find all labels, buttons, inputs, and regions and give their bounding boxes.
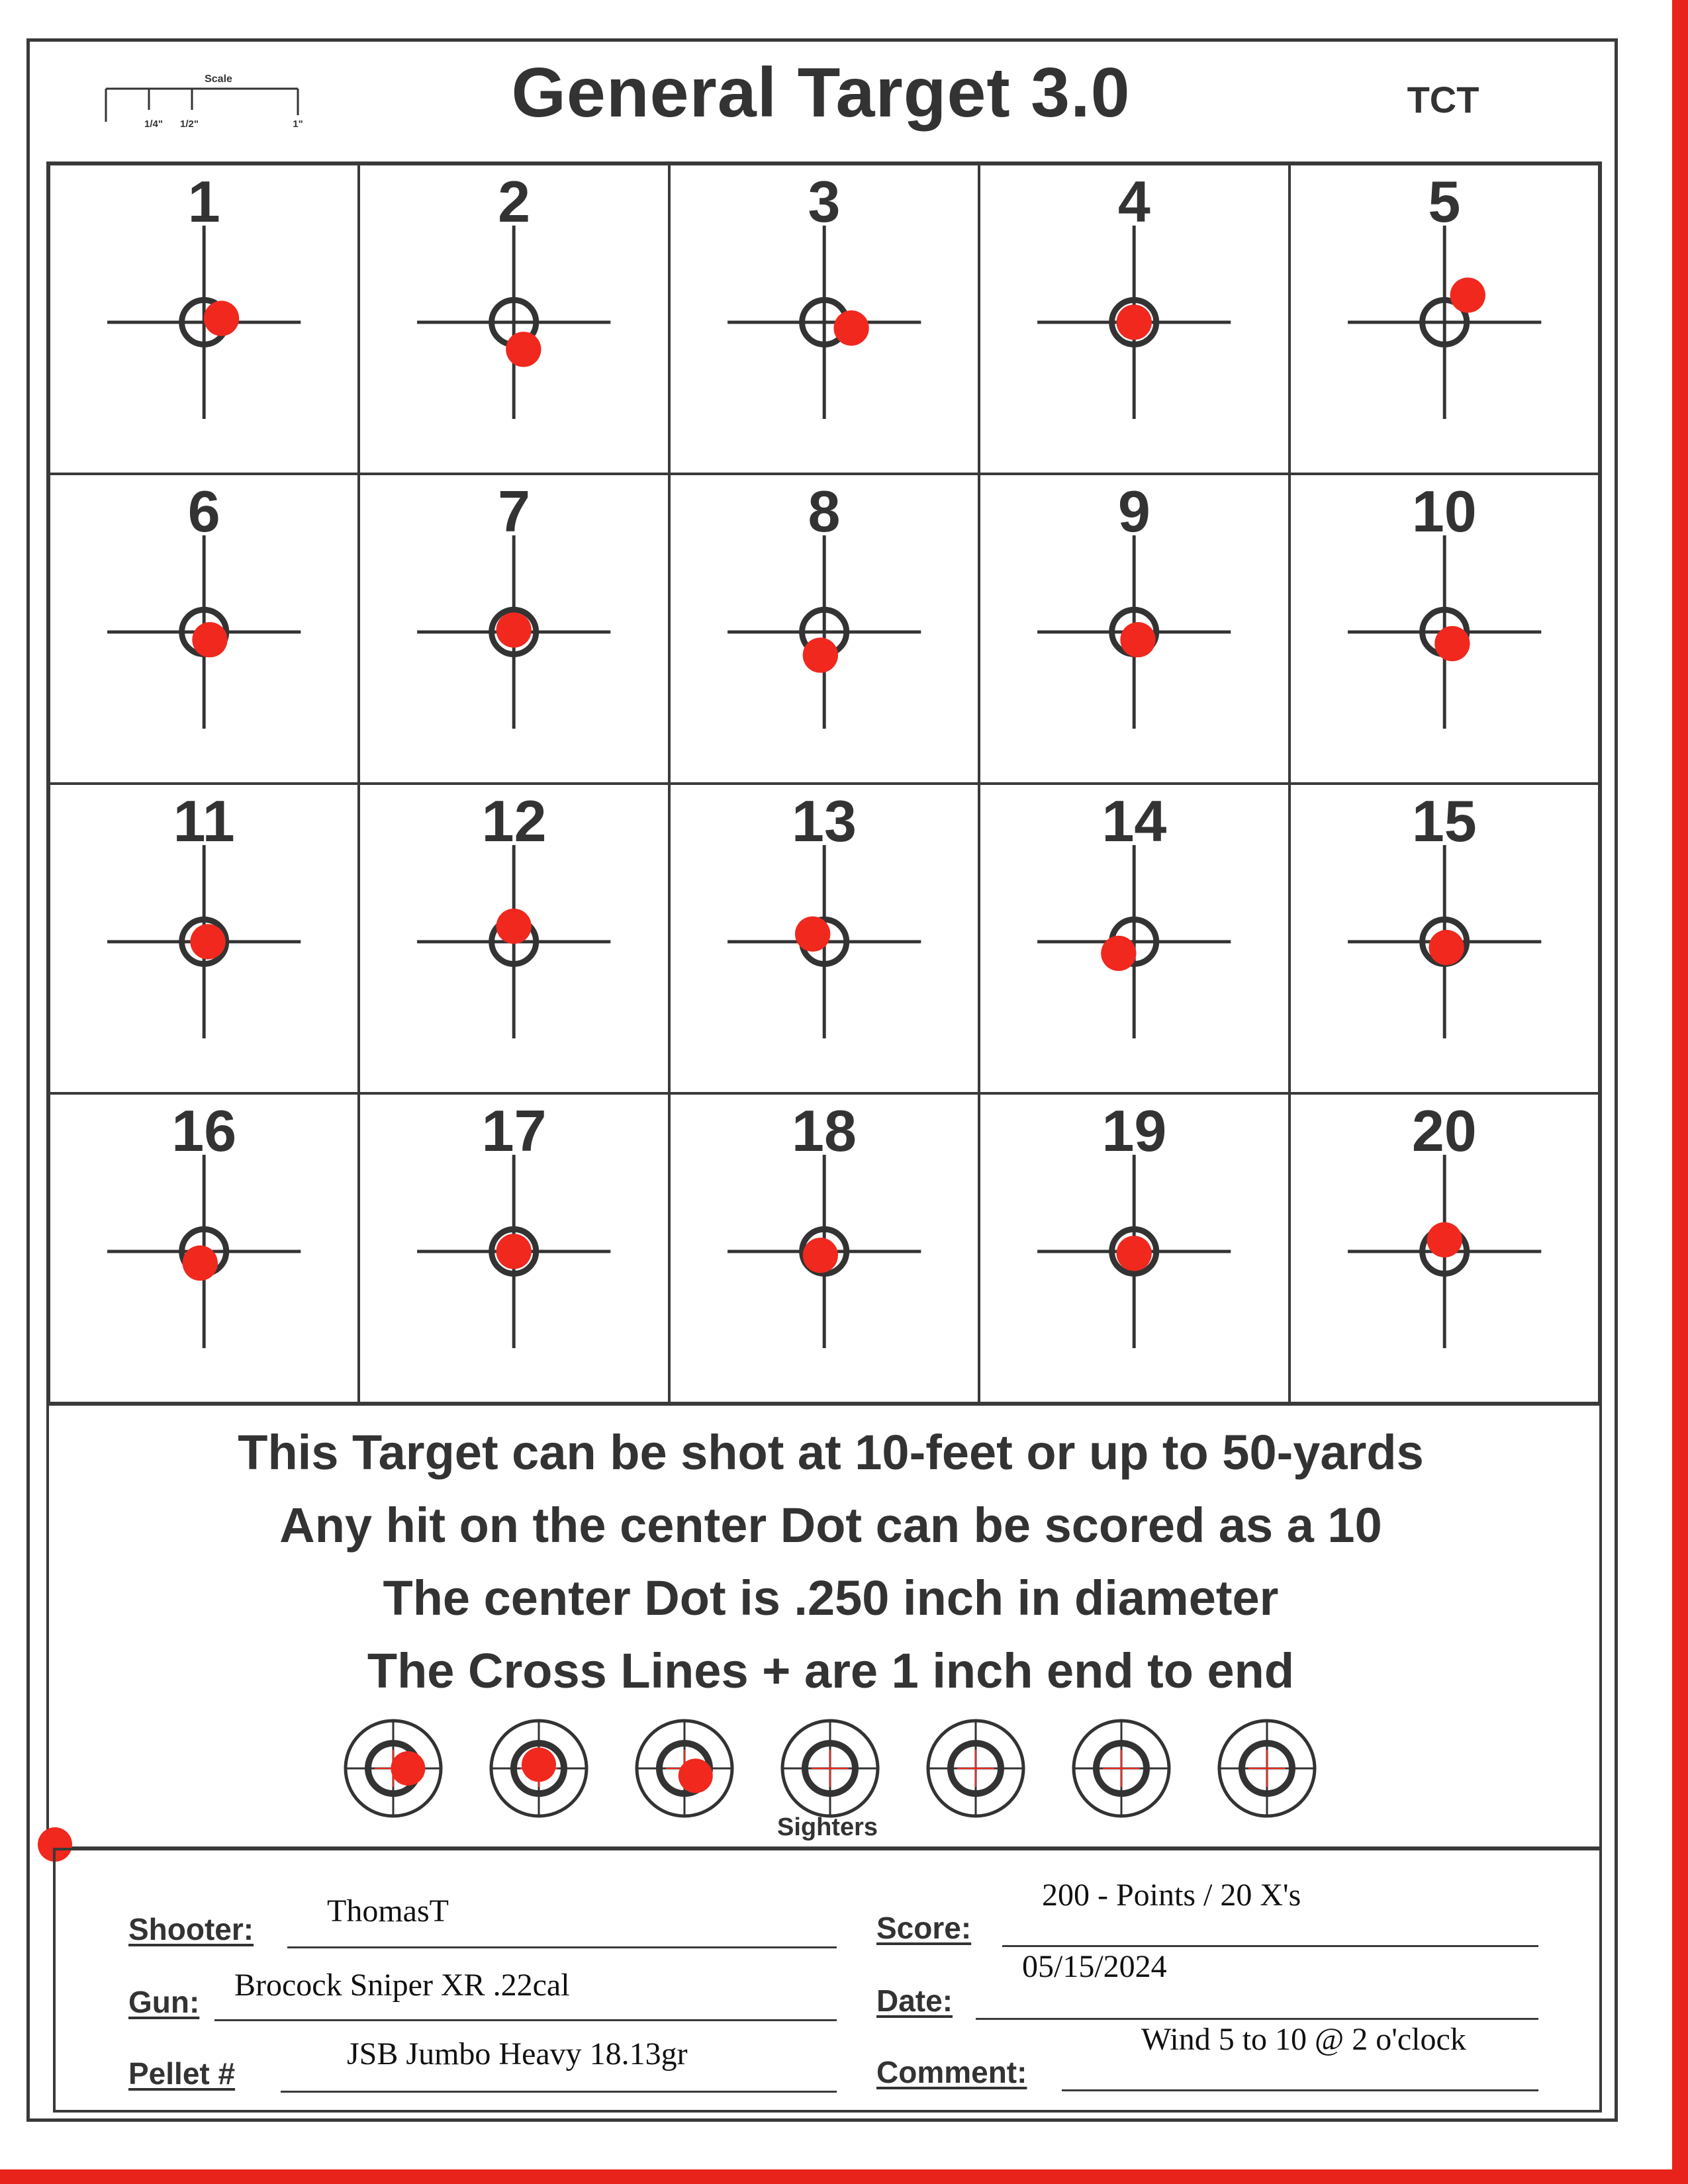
gun-label: Gun: xyxy=(128,1985,200,2019)
target-crosshair xyxy=(1291,475,1598,782)
target-cell-15 xyxy=(1289,784,1599,1093)
date-value: 05/15/2024 xyxy=(1022,1949,1167,1984)
shooter-value: ThomasT xyxy=(327,1893,449,1929)
pellet-hole xyxy=(1450,277,1485,312)
shooter-field xyxy=(128,1895,837,1948)
pellet-hole xyxy=(802,637,837,672)
target-crosshair xyxy=(671,475,978,782)
target-number: 2 xyxy=(498,169,531,234)
target-cell-1 xyxy=(49,164,359,474)
target-cell-6 xyxy=(49,474,359,784)
target-crosshair xyxy=(360,475,667,782)
target-number: 20 xyxy=(1411,1098,1477,1163)
pellet-hole xyxy=(1429,930,1464,965)
scale-tick-quarter: 1/4" xyxy=(144,118,163,130)
scale-tick-inch: 1" xyxy=(293,118,303,130)
info-line-dot-size: The center Dot is .250 inch in diameter xyxy=(383,1570,1279,1625)
target-number: 4 xyxy=(1117,169,1150,234)
sighter-target-5 xyxy=(928,1721,1023,1816)
sighters-label: Sighters xyxy=(776,1813,878,1841)
pellet-hole xyxy=(833,310,868,345)
pellet-hole xyxy=(1101,936,1136,971)
target-cell-9 xyxy=(979,474,1289,784)
target-crosshair xyxy=(50,165,357,473)
pellet-label: Pellet # xyxy=(128,2056,236,2091)
target-number: 15 xyxy=(1411,788,1477,854)
target-cell-8 xyxy=(669,474,979,784)
gun-value: Brocock Sniper XR .22cal xyxy=(234,1968,570,2003)
pellet-hole xyxy=(522,1747,556,1782)
sighter-target-3 xyxy=(637,1721,732,1816)
target-number: 17 xyxy=(481,1098,547,1163)
target-number: 10 xyxy=(1411,478,1477,544)
target-cell-16 xyxy=(49,1093,359,1403)
target-crosshair xyxy=(980,785,1288,1092)
target-crosshair xyxy=(980,475,1288,782)
scale-label: Scale xyxy=(205,73,232,85)
target-crosshair xyxy=(360,165,667,473)
pellet-hole xyxy=(496,1234,532,1269)
scale-ruler xyxy=(99,69,318,132)
sighter-target-7 xyxy=(1219,1721,1315,1816)
target-crosshair xyxy=(671,1095,978,1402)
info-line-scoring: Any hit on the center Dot can be scored as a 10 xyxy=(279,1498,1382,1553)
info-line-cross-size: The Cross Lines + are 1 inch end to end xyxy=(367,1643,1295,1698)
target-cell-4 xyxy=(979,164,1289,474)
target-cell-7 xyxy=(359,474,669,784)
target-crosshair xyxy=(1291,1095,1598,1402)
target-number: 18 xyxy=(792,1098,857,1163)
pellet-hole xyxy=(496,612,532,647)
pellet-hole xyxy=(1117,1236,1152,1271)
comment-field xyxy=(876,2022,1538,2091)
pellet-hole xyxy=(496,909,532,944)
target-number: 16 xyxy=(171,1098,237,1163)
target-number: 19 xyxy=(1102,1098,1167,1163)
target-cell-14 xyxy=(979,784,1289,1093)
target-cell-5 xyxy=(1289,164,1599,474)
pellet-field xyxy=(128,2036,837,2093)
sighter-target-6 xyxy=(1074,1721,1169,1816)
score-label: Score: xyxy=(876,1911,972,1945)
score-value: 200 - Points / 20 X's xyxy=(1042,1878,1301,1913)
target-crosshair xyxy=(50,785,357,1092)
pellet-hole xyxy=(1434,626,1470,661)
pellet-value: JSB Jumbo Heavy 18.13gr xyxy=(347,2036,688,2071)
target-cell-18 xyxy=(669,1093,979,1403)
pellet-hole xyxy=(1121,622,1156,657)
pellet-hole xyxy=(192,622,227,657)
brand-tag: TCT xyxy=(1407,79,1479,120)
pellet-hole xyxy=(506,332,541,367)
pellet-hole xyxy=(183,1246,218,1281)
target-number: 13 xyxy=(792,788,857,854)
target-number: 5 xyxy=(1428,169,1461,234)
pellet-hole xyxy=(391,1751,425,1786)
pellet-hole xyxy=(1427,1222,1462,1257)
target-number: 8 xyxy=(808,478,841,544)
target-cell-20 xyxy=(1289,1093,1599,1403)
date-field xyxy=(876,1949,1538,2020)
info-line-distance: This Target can be shot at 10-feet or up to 50-yards xyxy=(238,1425,1424,1480)
pellet-hole xyxy=(190,924,225,959)
target-crosshair xyxy=(50,1095,357,1402)
target-cell-17 xyxy=(359,1093,669,1403)
page-edge-red-bottom xyxy=(0,2169,1688,2184)
target-number: 9 xyxy=(1117,478,1150,544)
score-field xyxy=(876,1878,1538,1947)
target-crosshair xyxy=(1291,165,1598,473)
shooter-label: Shooter: xyxy=(128,1912,254,1946)
target-crosshair xyxy=(360,785,667,1092)
comment-label: Comment: xyxy=(876,2055,1027,2089)
target-crosshair xyxy=(1291,785,1598,1092)
target-number: 7 xyxy=(498,478,531,544)
pellet-hole xyxy=(679,1758,713,1793)
target-crosshair xyxy=(360,1095,667,1402)
target-cell-2 xyxy=(359,164,669,474)
sighter-target-1 xyxy=(346,1721,441,1816)
target-crosshair xyxy=(50,475,357,782)
target-cell-19 xyxy=(979,1093,1289,1403)
target-cell-10 xyxy=(1289,474,1599,784)
sighter-target-2 xyxy=(491,1721,586,1816)
gun-field xyxy=(128,1968,837,2021)
target-cell-13 xyxy=(669,784,979,1093)
score-card xyxy=(53,1848,1602,2113)
pellet-hole xyxy=(802,1238,837,1273)
target-crosshair xyxy=(980,1095,1288,1402)
pellet-hole xyxy=(795,917,830,952)
target-number: 12 xyxy=(481,788,547,854)
target-crosshair xyxy=(980,165,1288,473)
target-cell-11 xyxy=(49,784,359,1093)
page-edge-red-right xyxy=(1672,0,1688,2184)
pellet-hole xyxy=(1117,304,1152,340)
comment-value: Wind 5 to 10 @ 2 o'clock xyxy=(1141,2022,1466,2057)
target-grid xyxy=(46,161,1602,1406)
target-number: 1 xyxy=(187,169,220,234)
pellet-hole xyxy=(204,300,239,336)
target-number: 11 xyxy=(173,788,235,854)
target-cell-12 xyxy=(359,784,669,1093)
target-number: 14 xyxy=(1102,788,1167,854)
target-number: 3 xyxy=(808,169,841,234)
scale-tick-half: 1/2" xyxy=(180,118,199,130)
date-label: Date: xyxy=(876,1983,953,2018)
target-number: 6 xyxy=(187,478,220,544)
target-cell-3 xyxy=(669,164,979,474)
page-title: General Target 3.0 xyxy=(511,54,1131,132)
sighter-target-4 xyxy=(782,1721,878,1816)
target-crosshair xyxy=(671,785,978,1092)
info-text xyxy=(53,1416,1609,1707)
target-crosshair xyxy=(671,165,978,473)
